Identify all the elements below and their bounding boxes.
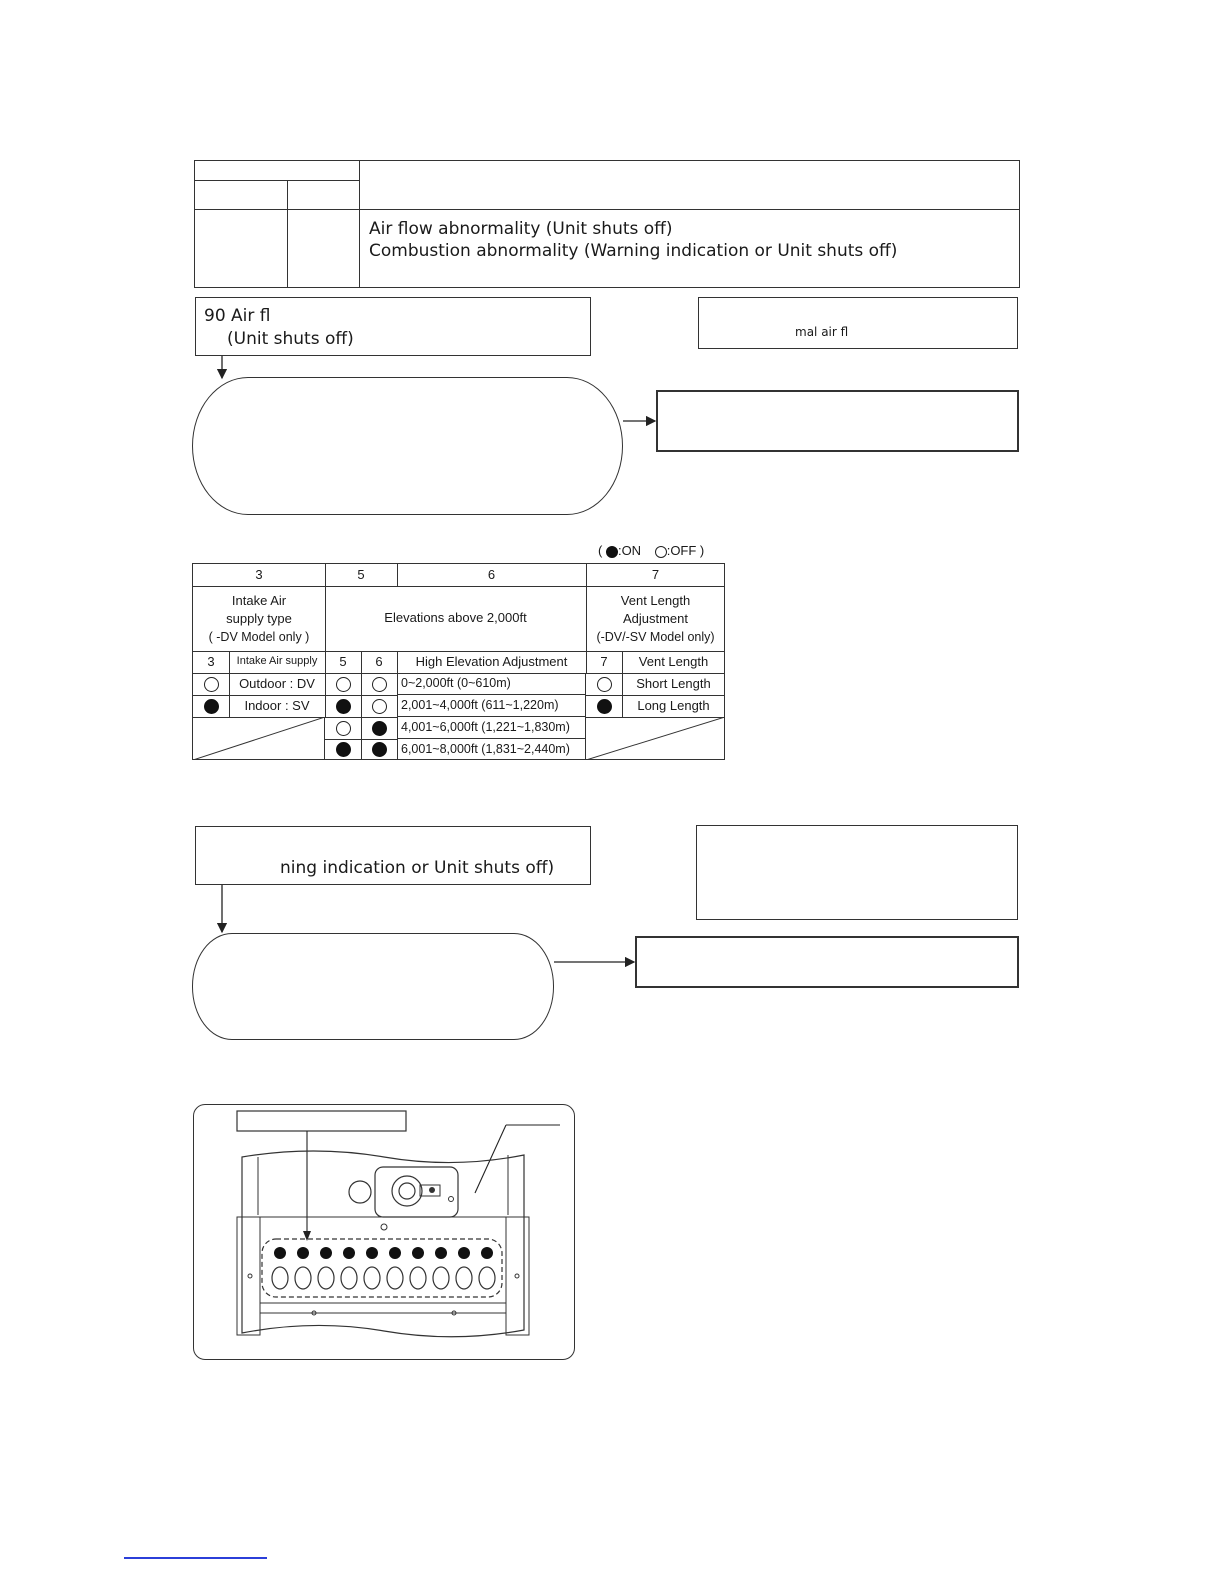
dip-elev-row-4-sw6 <box>361 739 398 760</box>
dip-group-vent-line-1: Vent Length <box>620 592 691 608</box>
dip-elev-row-3-sw6 <box>361 717 398 740</box>
diagonal-line-icon <box>193 717 325 760</box>
switch-off-dot <box>372 699 387 714</box>
dip-vent-row-2-dot <box>586 695 623 718</box>
legend-on-dot <box>606 546 618 558</box>
dip-intake-row-1-label: Outdoor : DV <box>229 673 326 696</box>
check-step-oval-1 <box>192 377 623 515</box>
error-code-combustion-text: ning indication or Unit shuts off) <box>280 858 555 878</box>
error-table-subheader-b <box>288 181 360 210</box>
dip-elev-row-1-label: 0~2,000ft (0~610m) <box>397 673 586 695</box>
switch-on-dot <box>372 721 387 736</box>
dip-group-intake-line-2: supply type <box>226 610 292 626</box>
error-table-code-cell-a <box>195 210 288 287</box>
switch-off-dot <box>372 677 387 692</box>
error-table-code-cell-b <box>288 210 360 287</box>
switch-on-dot <box>597 699 612 714</box>
error-code-box-combustion <box>195 826 591 885</box>
error-table-header-right <box>360 161 1020 210</box>
switch-on-dot <box>336 742 351 757</box>
switch-off-dot <box>597 677 612 692</box>
dip-sub-sw3: 3 <box>193 651 230 674</box>
dip-elev-row-2-label: 2,001~4,000ft (611~1,220m) <box>397 695 586 717</box>
dip-sub-sw5: 5 <box>325 651 362 674</box>
dip-header-3: 3 <box>193 564 326 587</box>
dip-intake-row-1-dot <box>193 673 230 696</box>
dip-intake-row-2-label: Indoor : SV <box>229 695 326 718</box>
error-code-subtitle: (Unit shuts off) <box>227 329 354 349</box>
dip-sub-sw6: 6 <box>361 651 398 674</box>
dip-group-elevation: Elevations above 2,000ft <box>325 586 587 652</box>
dip-sub-sw7: 7 <box>586 651 623 674</box>
dip-elev-row-1-sw5 <box>325 673 362 696</box>
switch-on-dot <box>372 742 387 757</box>
dip-group-intake <box>193 586 326 652</box>
footer-link-underline[interactable] <box>124 1557 267 1559</box>
dip-elev-row-3-label: 4,001~6,000ft (1,221~1,830m) <box>397 717 586 739</box>
dip-group-vent <box>586 586 725 652</box>
dip-intake-row-2-dot <box>193 695 230 718</box>
switch-on-dot <box>336 699 351 714</box>
dip-elev-row-1-sw6 <box>361 673 398 696</box>
cause-box-text: mal air fl <box>795 325 849 339</box>
dip-elev-row-2-sw6 <box>361 695 398 718</box>
check-step-oval-2 <box>192 933 554 1040</box>
legend-off-dot <box>655 546 667 558</box>
dip-group-vent-line-3: (-DV/-SV Model only) <box>596 629 715 644</box>
error-description <box>369 218 897 262</box>
result-box-1 <box>656 390 1019 452</box>
dip-switch-bottom-row <box>272 1267 495 1289</box>
dip-group-intake-line-3: ( -DV Model only ) <box>208 629 310 644</box>
dip-vent-row-2-label: Long Length <box>622 695 725 718</box>
dip-switch-top-row <box>274 1247 493 1259</box>
error-table-header-left <box>195 161 360 181</box>
error-code-title: 90 Air fl <box>204 306 271 326</box>
cause-box-2 <box>696 825 1018 920</box>
dip-group-intake-line-1: Intake Air <box>231 592 287 608</box>
dip-switch-table <box>192 563 725 760</box>
dip-elev-row-3-sw5 <box>325 717 362 740</box>
dip-switch-illustration <box>193 1104 575 1360</box>
dip-sub-intake: Intake Air supply <box>229 651 326 674</box>
dip-elev-row-2-sw5 <box>325 695 362 718</box>
error-description-line-1: Air flow abnormality (Unit shuts off) <box>369 219 673 239</box>
unit-drawing-icon <box>194 1105 576 1361</box>
diagonal-line-icon <box>586 717 725 760</box>
switch-off-dot <box>336 721 351 736</box>
dip-vent-row-1-label: Short Length <box>622 673 725 696</box>
switch-off-dot <box>336 677 351 692</box>
error-description-line-2: Combustion abnormality (Warning indication or Unit shuts off) <box>369 241 898 261</box>
legend-on-label: :ON <box>617 543 642 558</box>
error-table <box>194 160 1020 288</box>
dip-group-vent-line-2: Adjustment <box>622 610 689 626</box>
dip-legend: ( :ON :OFF ) <box>598 543 705 558</box>
dip-sub-vent: Vent Length <box>622 651 725 674</box>
dip-vent-row-1-dot <box>586 673 623 696</box>
dip-intake-empty <box>193 717 325 760</box>
dip-header-7: 7 <box>586 564 725 587</box>
error-table-subheader-a <box>195 181 288 210</box>
switch-off-dot <box>204 677 219 692</box>
cause-box <box>698 297 1018 349</box>
dip-elev-row-4-sw5 <box>325 739 362 760</box>
dip-sub-elevation: High Elevation Adjustment <box>397 651 587 674</box>
dip-vent-empty <box>586 717 725 760</box>
dip-header-5: 5 <box>325 564 398 587</box>
result-box-2 <box>635 936 1019 988</box>
dip-header-6: 6 <box>397 564 587 587</box>
dip-elev-row-4-label: 6,001~8,000ft (1,831~2,440m) <box>397 739 586 760</box>
error-code-box-90 <box>195 297 591 356</box>
switch-on-dot <box>204 699 219 714</box>
legend-off-label: :OFF <box>666 543 697 558</box>
